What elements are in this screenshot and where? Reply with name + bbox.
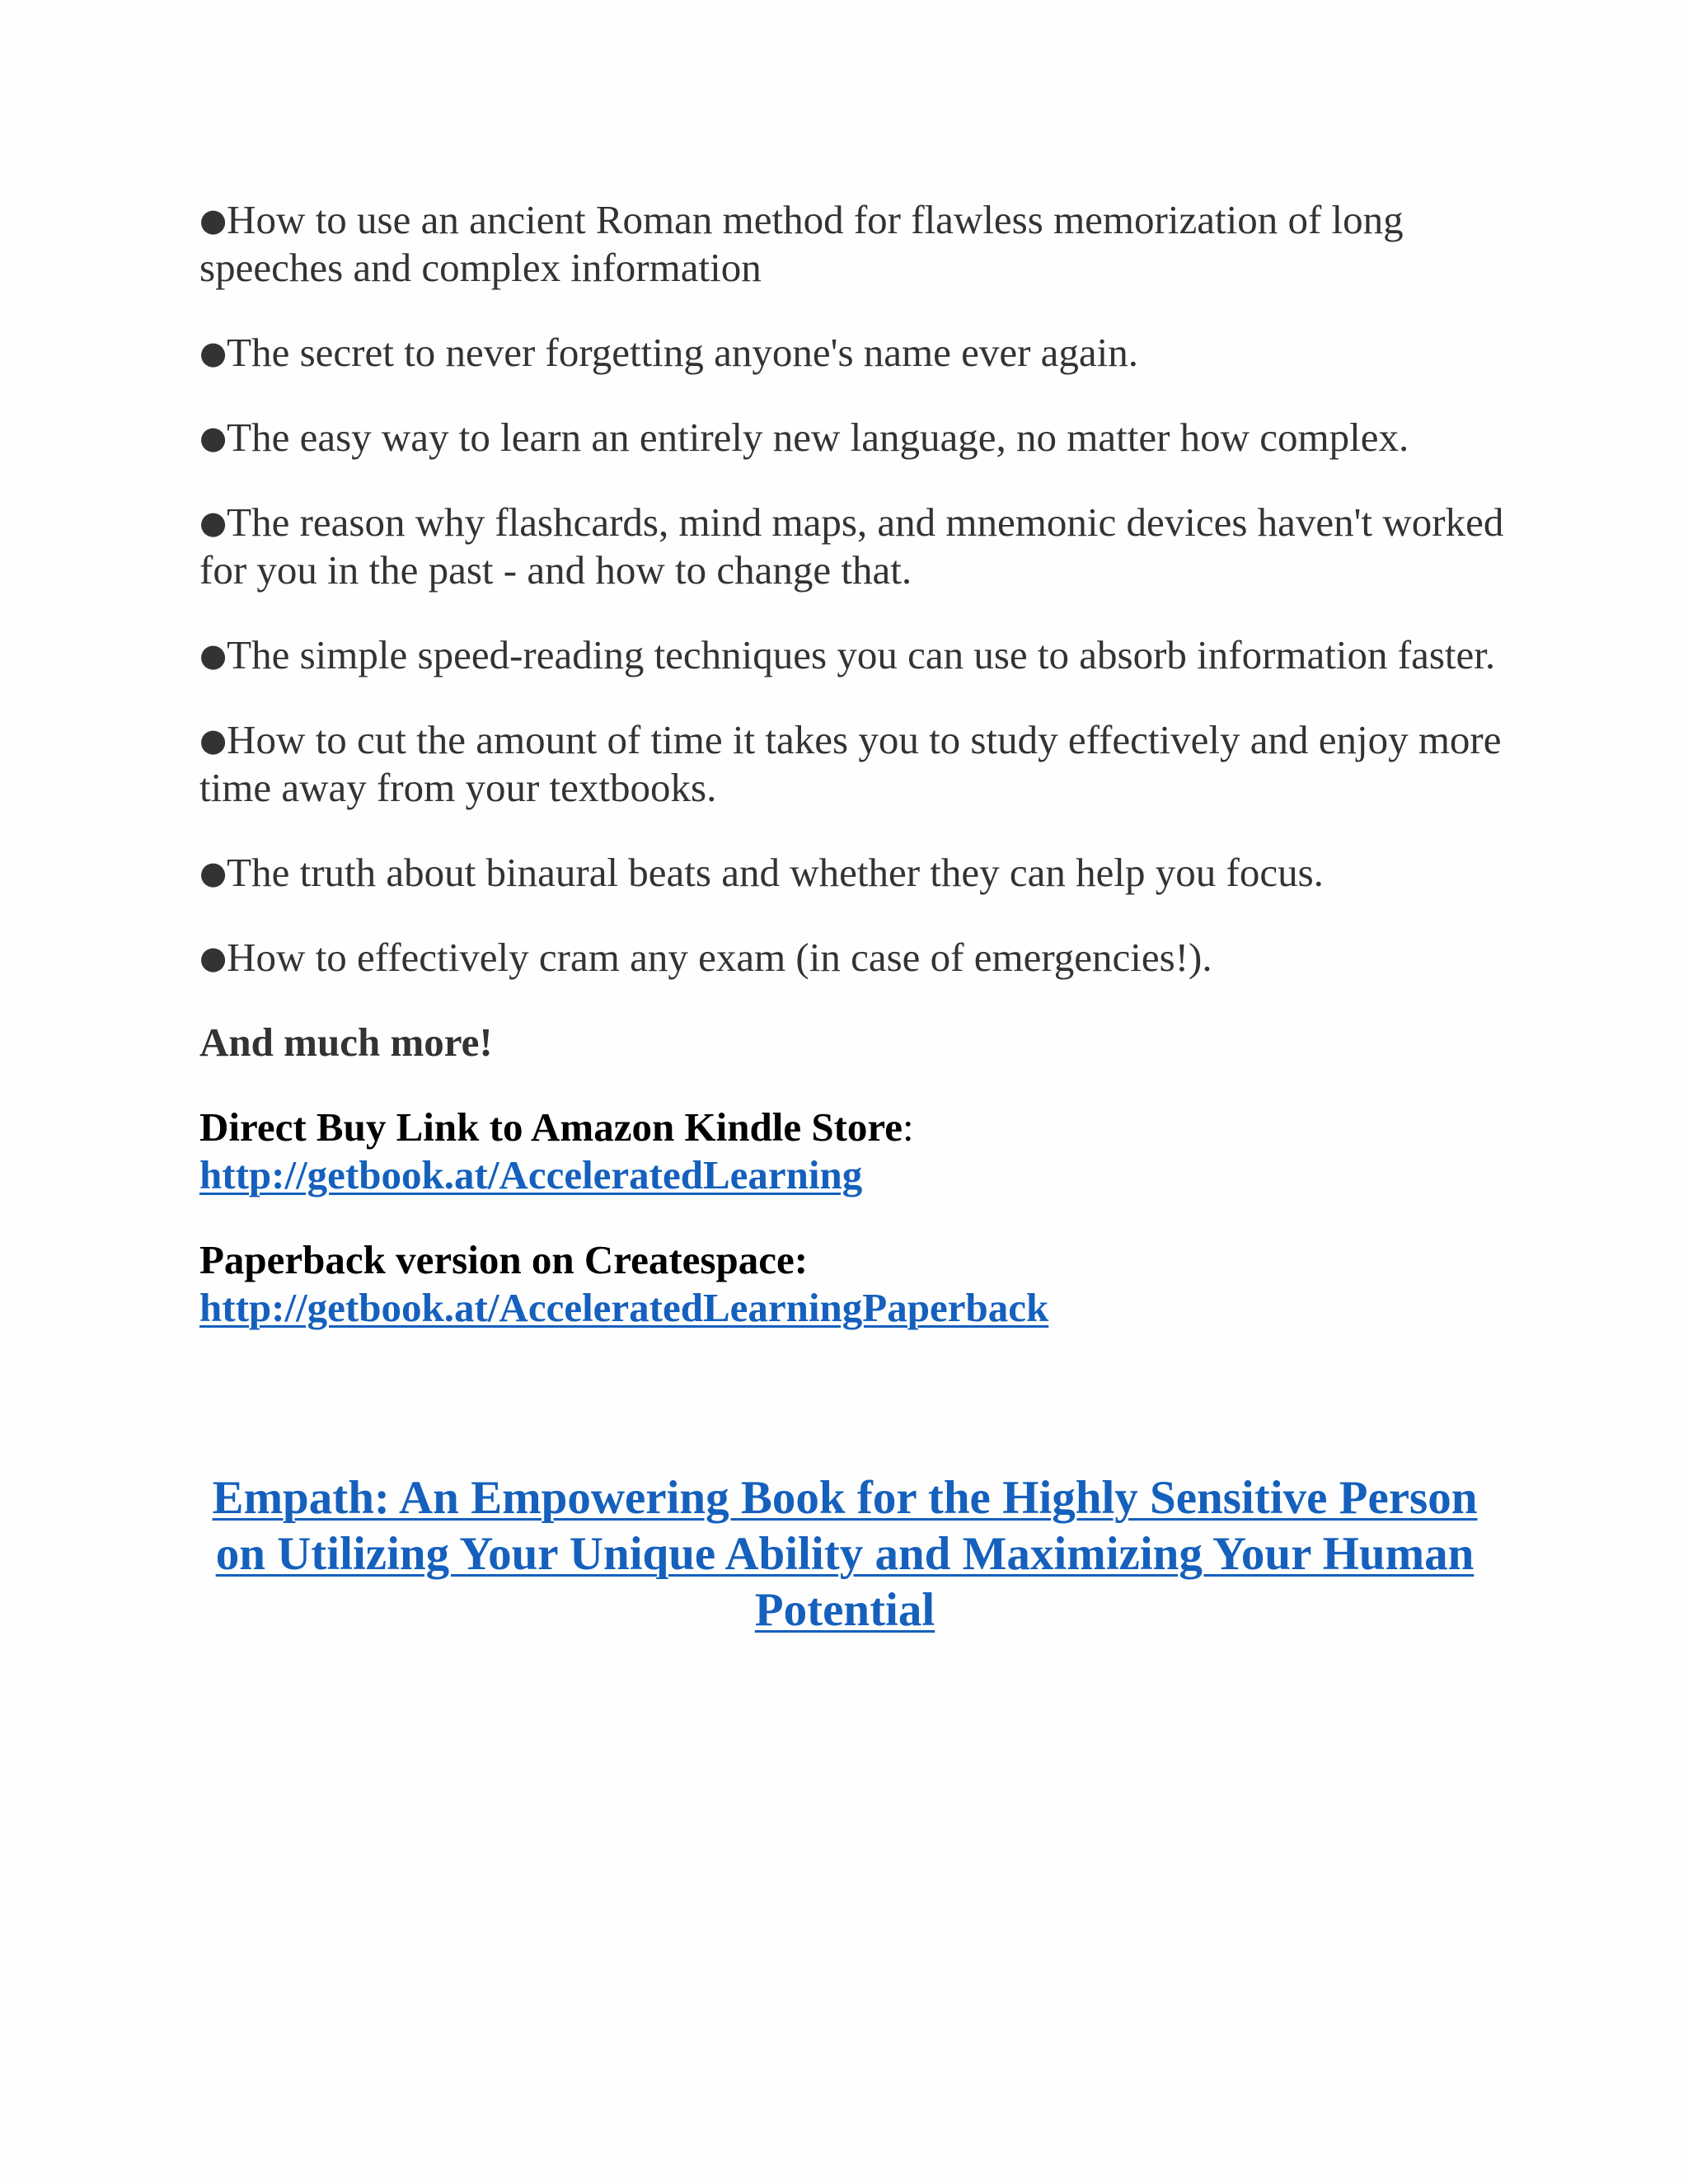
kindle-buy-label: Direct Buy Link to Amazon Kindle Store <box>199 1104 903 1150</box>
bullet-item-names <box>199 329 1518 377</box>
bullet-dot-icon: ● <box>199 419 227 456</box>
bullet-text: The simple speed-reading techniques you can use to absorb information faster. <box>227 632 1496 677</box>
next-book-title-link[interactable]: Empath: An Empowering Book for the Highly Sensitive Person on Utilizing Your Unique Ability and Maximizing Your Human Potential <box>212 1472 1478 1636</box>
bullet-text: How to cut the amount of time it takes you to study effectively and enjoy more time away from your textbooks. <box>199 717 1502 810</box>
bullet-dot-icon: ● <box>199 504 227 541</box>
bullet-dot-icon: ● <box>199 202 227 238</box>
bullet-text: The easy way to learn an entirely new language, no matter how complex. <box>227 415 1409 460</box>
bullet-item-flashcards <box>199 499 1518 594</box>
page-content <box>199 196 1518 1369</box>
bullet-dot-icon: ● <box>199 335 227 371</box>
bullet-text: The reason why flashcards, mind maps, and mnemonic devices haven't worked for you in the past - and how to change that. <box>199 499 1504 593</box>
bullet-dot-icon: ● <box>199 722 227 758</box>
bullet-dot-icon: ● <box>199 940 227 976</box>
bullet-text: How to effectively cram any exam (in case of emergencies!). <box>227 935 1212 980</box>
kindle-buy-section <box>199 1104 1518 1199</box>
bullet-dot-icon: ● <box>199 637 227 673</box>
bullet-item-study-time <box>199 716 1518 812</box>
paperback-buy-link[interactable]: http://getbook.at/AcceleratedLearningPaperback <box>199 1285 1049 1330</box>
kindle-buy-link[interactable]: http://getbook.at/AcceleratedLearning <box>199 1152 863 1197</box>
and-much-more-text: And much more! <box>199 1019 493 1065</box>
bullet-text: The truth about binaural beats and whether they can help you focus. <box>227 850 1324 895</box>
paperback-buy-section <box>199 1236 1518 1332</box>
paperback-buy-label: Paperback version on Createspace: <box>199 1237 809 1282</box>
bullet-item-binaural-beats <box>199 849 1518 897</box>
bullet-item-speed-reading <box>199 631 1518 679</box>
bullet-item-language <box>199 414 1518 462</box>
bullet-item-roman-method <box>199 196 1518 292</box>
bullet-text: How to use an ancient Roman method for flawless memorization of long speeches and complex information <box>199 197 1404 290</box>
bullet-text: The secret to never forgetting anyone's name ever again. <box>227 330 1139 375</box>
bullet-item-cram-exam <box>199 934 1518 982</box>
kindle-buy-colon: : <box>903 1104 914 1150</box>
bullet-dot-icon: ● <box>199 855 227 891</box>
